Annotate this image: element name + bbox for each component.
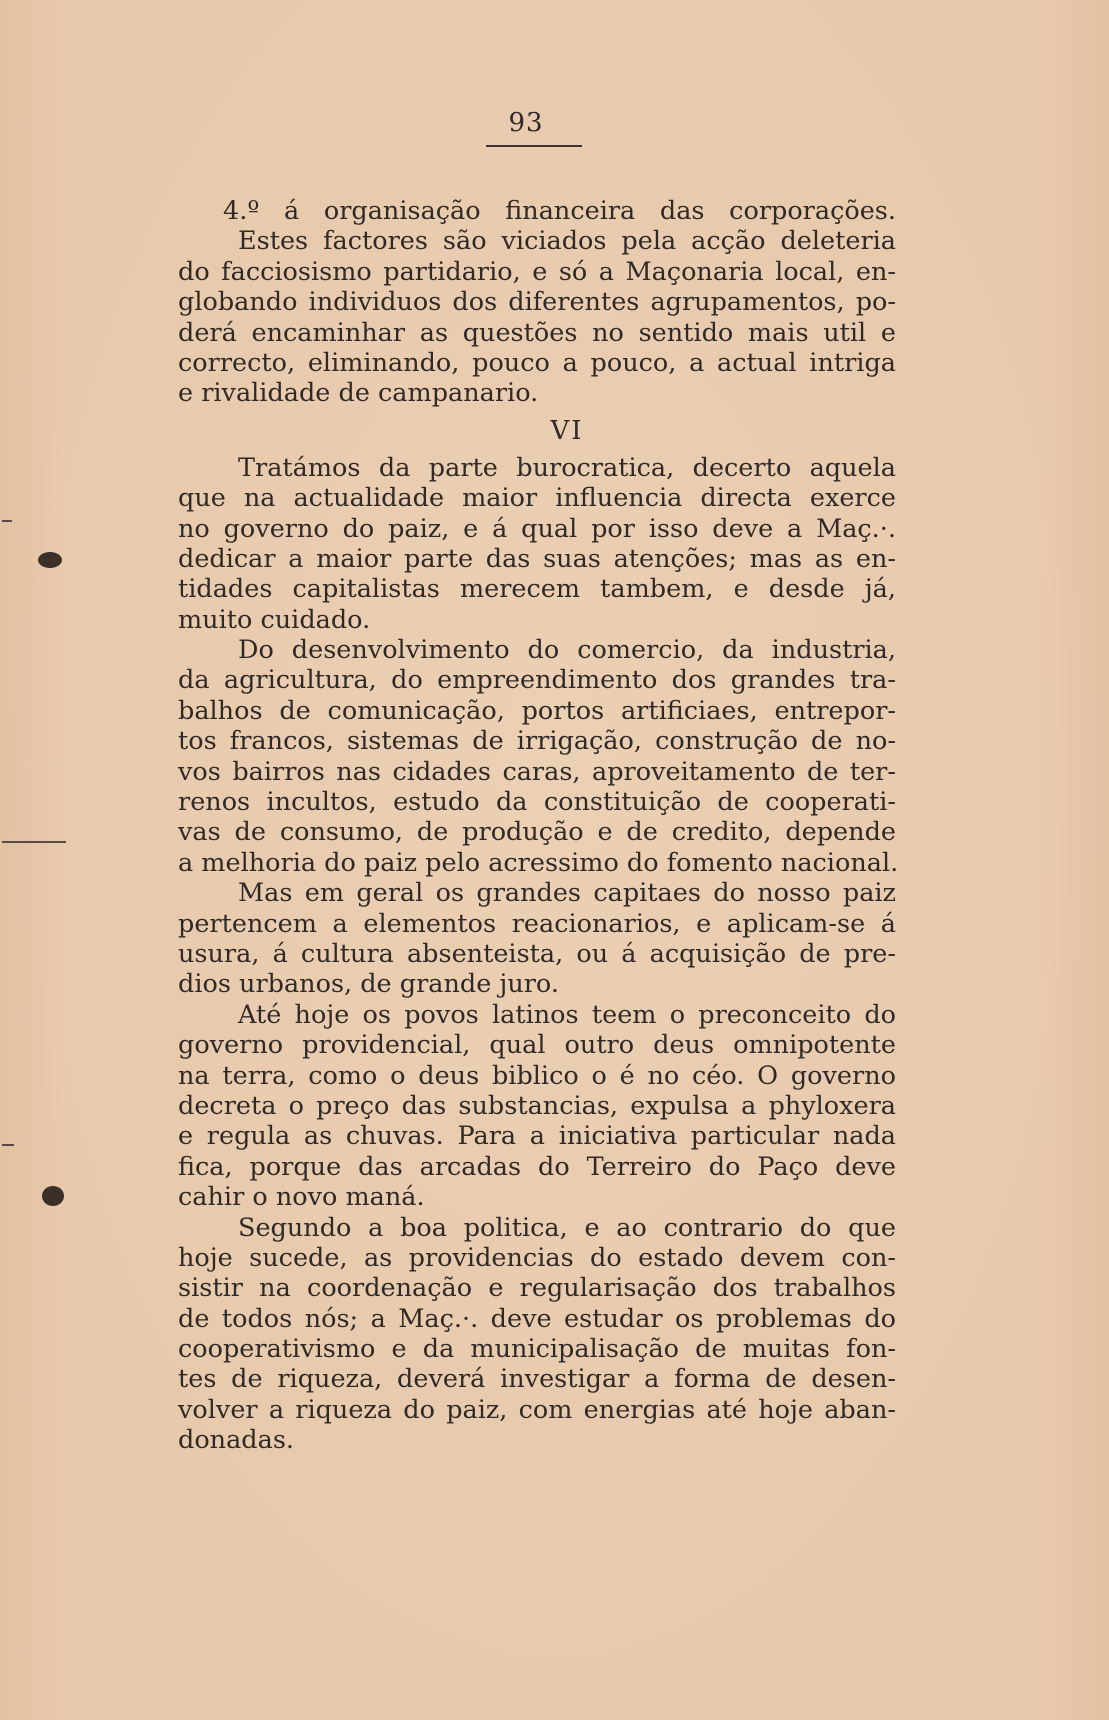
text-line: de todos nós; a Maç.·. deve estudar os problemas do (178, 1303, 896, 1334)
text-line: 4.º á organisação financeira das corporações. (223, 196, 896, 226)
margin-dash (2, 1144, 14, 1146)
text-line: decreta o preço das substancias, expulsa a phyloxera (178, 1090, 896, 1121)
page-number: 93 (508, 108, 544, 138)
text-line: hoje sucede, as providencias do estado devem con- (178, 1242, 896, 1273)
text-line: dedicar a maior parte das suas atenções; mas as en- (178, 543, 896, 574)
text-line: cooperativismo e da municipalisação de muitas fon- (178, 1334, 896, 1365)
text-line: governo providencial, qual outro deus omnipotente (178, 1030, 896, 1061)
text-line: Estes factores são viciados pela acção deleteria (238, 226, 896, 257)
text-line: sistir na coordenação e regularisação dos trabalhos (178, 1273, 896, 1304)
paragraph-5 (178, 1213, 896, 1456)
paragraph-intro (178, 196, 896, 409)
paragraph-2 (178, 635, 899, 878)
text-line: Até hoje os povos latinos teem o preconceito do (238, 999, 896, 1030)
text-line: tidades capitalistas merecem tambem, e desde já, (178, 574, 896, 605)
text-line: tes de riqueza, deverá investigar a forma de desen- (178, 1364, 896, 1395)
text-line: muito cuidado. (178, 604, 371, 635)
text-line: donadas. (178, 1425, 295, 1456)
text-line: do facciosismo partidario, e só a Maçonaria local, en- (178, 256, 896, 287)
text-line: cahir o novo maná. (178, 1182, 425, 1213)
margin-ink-spot (38, 552, 62, 568)
text-line: volver a riqueza do paiz, com energias até hoje aban- (178, 1394, 896, 1425)
text-line: Mas em geral os grandes capitaes do nosso paiz (238, 878, 896, 909)
text-line: usura, á cultura absenteista, ou á acquisição de pre- (178, 938, 896, 969)
text-line: globando individuos dos diferentes agrupamentos, po- (178, 287, 896, 318)
text-line: fica, porque das arcadas do Terreiro do Paço deve (178, 1151, 896, 1182)
text-line: Segundo a boa politica, e ao contrario do que (238, 1212, 896, 1243)
text-line: e rivalidade de campanario. (178, 378, 539, 409)
paragraph-3 (178, 878, 896, 1000)
text-line: vas de consumo, de produção e de credito, depende (178, 817, 896, 848)
text-line: renos incultos, estudo da constituição de cooperati- (178, 787, 896, 818)
text-line: vos bairros nas cidades caras, aproveitamento de ter- (178, 756, 896, 787)
margin-dash (2, 841, 66, 843)
text-line: no governo do paiz, e á qual por isso deve a Maç.·. (178, 513, 896, 544)
section-heading: VI (550, 415, 584, 446)
page-number-rule (486, 145, 582, 147)
text-line: tos francos, sistemas de irrigação, construção de no- (178, 726, 896, 757)
text-line: Tratámos da parte burocratica, decerto aquela (238, 452, 896, 483)
text-line: que na actualidade maior influencia directa exerce (178, 483, 896, 514)
text-line: derá encaminhar as questões no sentido mais util e (178, 317, 896, 348)
paragraph-1 (178, 453, 896, 635)
text-line: e regula as chuvas. Para a iniciativa particular nada (178, 1121, 896, 1152)
text-line: correcto, eliminando, pouco a pouco, a actual intriga (178, 347, 896, 378)
text-line: dios urbanos, de grande juro. (178, 969, 559, 1000)
text-line: Do desenvolvimento do comercio, da industria, (238, 635, 896, 666)
paragraph-4 (178, 1000, 896, 1213)
text-line: na terra, como o deus biblico o é no céo. O governo (178, 1060, 896, 1091)
text-line: pertencem a elementos reacionarios, e aplicam-se á (178, 908, 896, 939)
text-line: a melhoria do paiz pelo acressimo do fomento nacional. (178, 847, 899, 878)
margin-ink-spot (42, 1186, 64, 1206)
page-body (178, 196, 899, 1456)
text-line: balhos de comunicação, portos artificiaes, entrepor- (178, 695, 896, 726)
margin-dash (2, 520, 12, 522)
text-line: da agricultura, do empreendimento dos grandes tra- (178, 665, 896, 696)
